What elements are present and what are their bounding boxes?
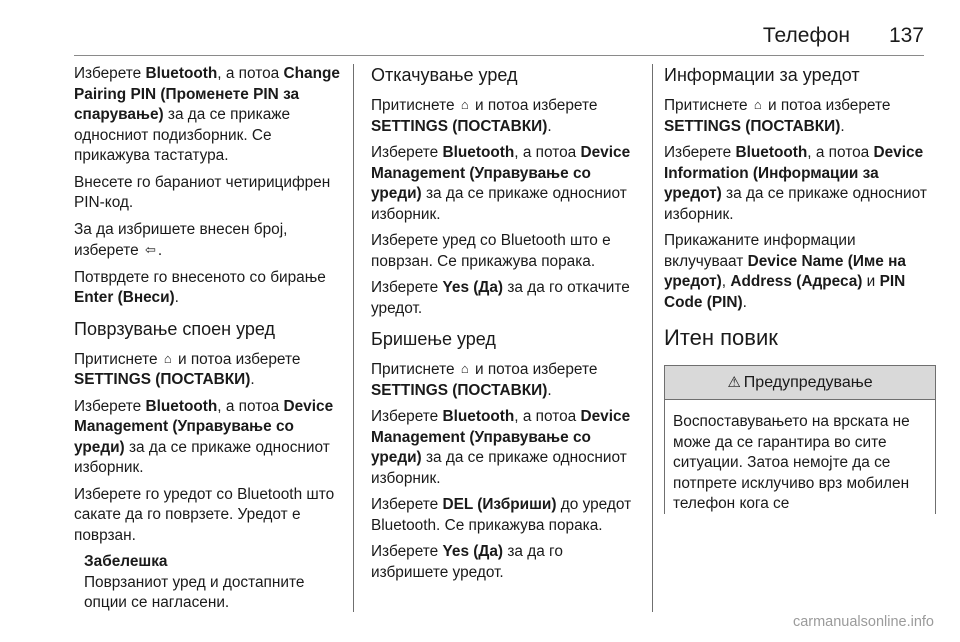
paragraph: Притиснете ⌂ и потоа изберете SETTINGS (ПОСТАВКИ). — [371, 97, 598, 135]
page-header — [0, 0, 960, 56]
note-title: Забелешка — [84, 553, 168, 570]
watermark: carmanualsonline.info — [792, 614, 934, 630]
paragraph: Изберете Bluetooth, а потоа Device Management (Управување со уреди) за да се прикаже односниот изборник. — [371, 144, 631, 223]
home-icon: ⌂ — [163, 350, 172, 366]
warning-title: Предупредување — [743, 374, 873, 391]
home-icon: ⌂ — [460, 361, 469, 376]
warning-text: Воспоставувањето на врската не може да се гарантира во сите ситуации. Затоа немојте да се потпрете исклучиво врз мобилен телефон кога се — [673, 413, 910, 512]
section-heading: Откачување уред — [371, 65, 518, 85]
header-rule — [74, 55, 924, 56]
paragraph: Притиснете ⌂ и потоа изберете SETTINGS (ПОСТАВКИ). — [371, 361, 598, 399]
paragraph: Внесете го бараниот четирицифрен PIN-код. — [74, 173, 331, 211]
chapter-title: Телефон — [762, 24, 850, 47]
paragraph: Изберете Bluetooth, а потоа Change Pairing PIN (Променете PIN за спарување) за да се прикаже односниот подизборник. Се прикажува тастатура. — [74, 65, 340, 164]
warning-header — [665, 366, 935, 400]
paragraph: Прикажаните информации вклучуваат Device Name (Име на уредот), Address (Адреса) и PIN Code (PIN). — [664, 232, 906, 311]
paragraph: Изберете го уредот со Bluetooth што сакате да го поврзете. Уредот е поврзан. — [74, 485, 335, 544]
note-text: Поврзаниот уред и достапните опции се нагласени. — [84, 573, 305, 611]
section-heading: Поврзување споен уред — [74, 318, 276, 339]
paragraph: Притиснете ⌂ и потоа изберете SETTINGS (ПОСТАВКИ). — [74, 350, 301, 388]
section-heading: Бришење уред — [371, 329, 496, 349]
paragraph: Изберете Bluetooth, а потоа Device Management (Управување со уреди) за да се прикаже односниот изборник. — [74, 397, 334, 476]
paragraph: Изберете Yes (Да) за да го откачите уредот. — [371, 279, 630, 317]
section-heading-large: Итен повик — [664, 325, 778, 350]
paragraph: Притиснете ⌂ и потоа изберете SETTINGS (ПОСТАВКИ). — [664, 97, 891, 135]
column-divider — [652, 64, 653, 612]
paragraph: За да избришете внесен број, изберете ⇦ . — [74, 220, 288, 259]
warning-icon: ⚠ — [727, 374, 741, 391]
column-divider — [353, 64, 354, 612]
paragraph: Изберете Yes (Да) за да го избришете уредот. — [371, 543, 563, 581]
paragraph: Изберете Bluetooth, а потоа Device Information (Информации за уредот) за да се прикаже односниот изборник. — [664, 144, 927, 223]
paragraph: Изберете уред со Bluetooth што е поврзан. Се прикажува порака. — [371, 232, 611, 270]
column-3 — [664, 64, 936, 614]
paragraph: Потврдете го внесеното со бирање Enter (Внеси). — [74, 268, 326, 306]
section-heading: Информации за уредот — [664, 65, 860, 85]
column-1 — [74, 64, 344, 614]
note-block — [84, 552, 344, 614]
backspace-icon: ⇦ — [145, 242, 156, 257]
paragraph: Изберете DEL (Избриши) до уредот Bluetooth. Се прикажува порака. — [371, 496, 632, 534]
home-icon: ⌂ — [753, 97, 762, 112]
page-number: 137 — [888, 24, 924, 47]
home-icon: ⌂ — [460, 97, 469, 112]
column-2 — [371, 64, 639, 614]
warning-box — [664, 365, 936, 514]
paragraph: Изберете Bluetooth, а потоа Device Management (Управување со уреди) за да се прикаже односниот изборник. — [371, 408, 631, 487]
